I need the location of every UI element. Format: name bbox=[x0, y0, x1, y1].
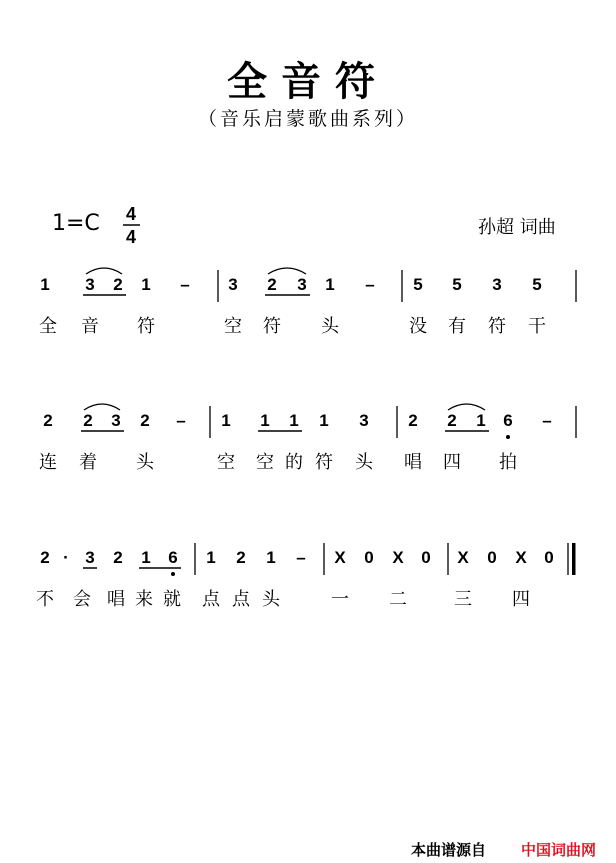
note: 6 bbox=[503, 411, 513, 430]
note: 2 bbox=[140, 411, 150, 430]
song-title: 全音符 bbox=[227, 59, 389, 105]
note: 1 bbox=[325, 275, 335, 294]
lyric-char: 符 bbox=[137, 316, 155, 337]
note: X bbox=[334, 548, 346, 567]
composer-credit: 孙超 词曲 bbox=[478, 217, 556, 238]
note: 3 bbox=[111, 411, 121, 430]
note: 1 bbox=[266, 548, 276, 567]
note: – bbox=[542, 411, 552, 430]
lyric-char: 就 bbox=[163, 589, 181, 610]
note: – bbox=[296, 548, 306, 567]
note: 6 bbox=[168, 548, 178, 567]
note: X bbox=[457, 548, 469, 567]
note: 2 bbox=[113, 275, 123, 294]
note: 3 bbox=[85, 275, 95, 294]
lyric-char: 头 bbox=[136, 452, 154, 473]
lyric-char: 符 bbox=[488, 316, 506, 337]
lyric-char: 干 bbox=[528, 316, 546, 337]
lyric-char: 头 bbox=[355, 452, 373, 473]
note: 5 bbox=[452, 275, 462, 294]
lyric-char: 点 bbox=[202, 589, 220, 610]
lyric-char: 点 bbox=[232, 589, 250, 610]
note: 1 bbox=[476, 411, 486, 430]
note: – bbox=[180, 275, 190, 294]
lyric-char: 没 bbox=[409, 316, 427, 337]
note: 2 bbox=[83, 411, 93, 430]
lyric-char: 唱 bbox=[107, 589, 125, 610]
note: X bbox=[392, 548, 404, 567]
note: 3 bbox=[228, 275, 238, 294]
note: X bbox=[515, 548, 527, 567]
final-bar-thick bbox=[572, 543, 576, 575]
slur bbox=[86, 268, 122, 274]
note: 3 bbox=[359, 411, 369, 430]
note: 2 bbox=[40, 548, 50, 567]
lyric-char: 的 bbox=[285, 452, 303, 473]
lyric-char: 符 bbox=[263, 316, 281, 337]
slur bbox=[448, 404, 485, 410]
note: 2 bbox=[267, 275, 277, 294]
note: 3 bbox=[85, 548, 95, 567]
note: 2 bbox=[447, 411, 457, 430]
lower-octave-dot bbox=[506, 435, 510, 439]
lyric-char: 一 bbox=[331, 589, 349, 610]
time-signature-top: 4 bbox=[125, 204, 137, 224]
note: 1 bbox=[141, 275, 151, 294]
lower-octave-dot bbox=[171, 572, 175, 576]
key-label: 1=C bbox=[52, 211, 100, 236]
lyric-char: 三 bbox=[454, 589, 472, 610]
note: 5 bbox=[532, 275, 542, 294]
lyric-char: 音 bbox=[81, 316, 99, 337]
note: – bbox=[176, 411, 186, 430]
lyric-char: 头 bbox=[321, 316, 339, 337]
lyric-char: 不 bbox=[36, 589, 54, 610]
note: 2 bbox=[236, 548, 246, 567]
note: 0 bbox=[364, 548, 374, 567]
song-subtitle: （音乐启蒙歌曲系列） bbox=[197, 108, 418, 130]
lyric-char: 全 bbox=[39, 316, 57, 337]
note: 3 bbox=[297, 275, 307, 294]
note: 0 bbox=[544, 548, 554, 567]
time-signature-bottom: 4 bbox=[125, 227, 137, 247]
lyric-char: 连 bbox=[39, 452, 57, 473]
score-row bbox=[39, 404, 576, 473]
note: 3 bbox=[492, 275, 502, 294]
note: 5 bbox=[413, 275, 423, 294]
slur bbox=[84, 404, 120, 410]
note: 1 bbox=[260, 411, 270, 430]
footer-site-link[interactable]: 中国词曲网 bbox=[521, 841, 597, 859]
note: 1 bbox=[141, 548, 151, 567]
lyric-char: 符 bbox=[315, 452, 333, 473]
note: 0 bbox=[487, 548, 497, 567]
lyric-char: 四 bbox=[512, 589, 530, 610]
note: – bbox=[365, 275, 375, 294]
note: 1 bbox=[221, 411, 231, 430]
note: 1 bbox=[206, 548, 216, 567]
footer-source-label: 本曲谱源自 bbox=[411, 841, 487, 859]
note: · bbox=[63, 548, 69, 567]
lyric-char: 唱 bbox=[404, 452, 422, 473]
note: 2 bbox=[408, 411, 418, 430]
lyric-char: 会 bbox=[73, 589, 91, 610]
lyric-char: 拍 bbox=[499, 452, 517, 473]
lyric-char: 来 bbox=[135, 589, 153, 610]
lyric-char: 着 bbox=[79, 452, 97, 473]
note: 0 bbox=[421, 548, 431, 567]
lyric-char: 有 bbox=[448, 316, 466, 337]
score-row bbox=[39, 268, 576, 337]
time-signature bbox=[123, 204, 140, 247]
lyric-char: 头 bbox=[262, 589, 280, 610]
note: 2 bbox=[113, 548, 123, 567]
note: 1 bbox=[319, 411, 329, 430]
note: 1 bbox=[40, 275, 50, 294]
score-row bbox=[36, 543, 576, 610]
note: 2 bbox=[43, 411, 53, 430]
lyric-char: 空 bbox=[256, 452, 274, 473]
note: 1 bbox=[289, 411, 299, 430]
lyric-char: 空 bbox=[217, 452, 235, 473]
lyric-char: 四 bbox=[443, 452, 461, 473]
lyric-char: 空 bbox=[224, 316, 242, 337]
slur bbox=[268, 268, 306, 274]
lyric-char: 二 bbox=[389, 589, 407, 610]
